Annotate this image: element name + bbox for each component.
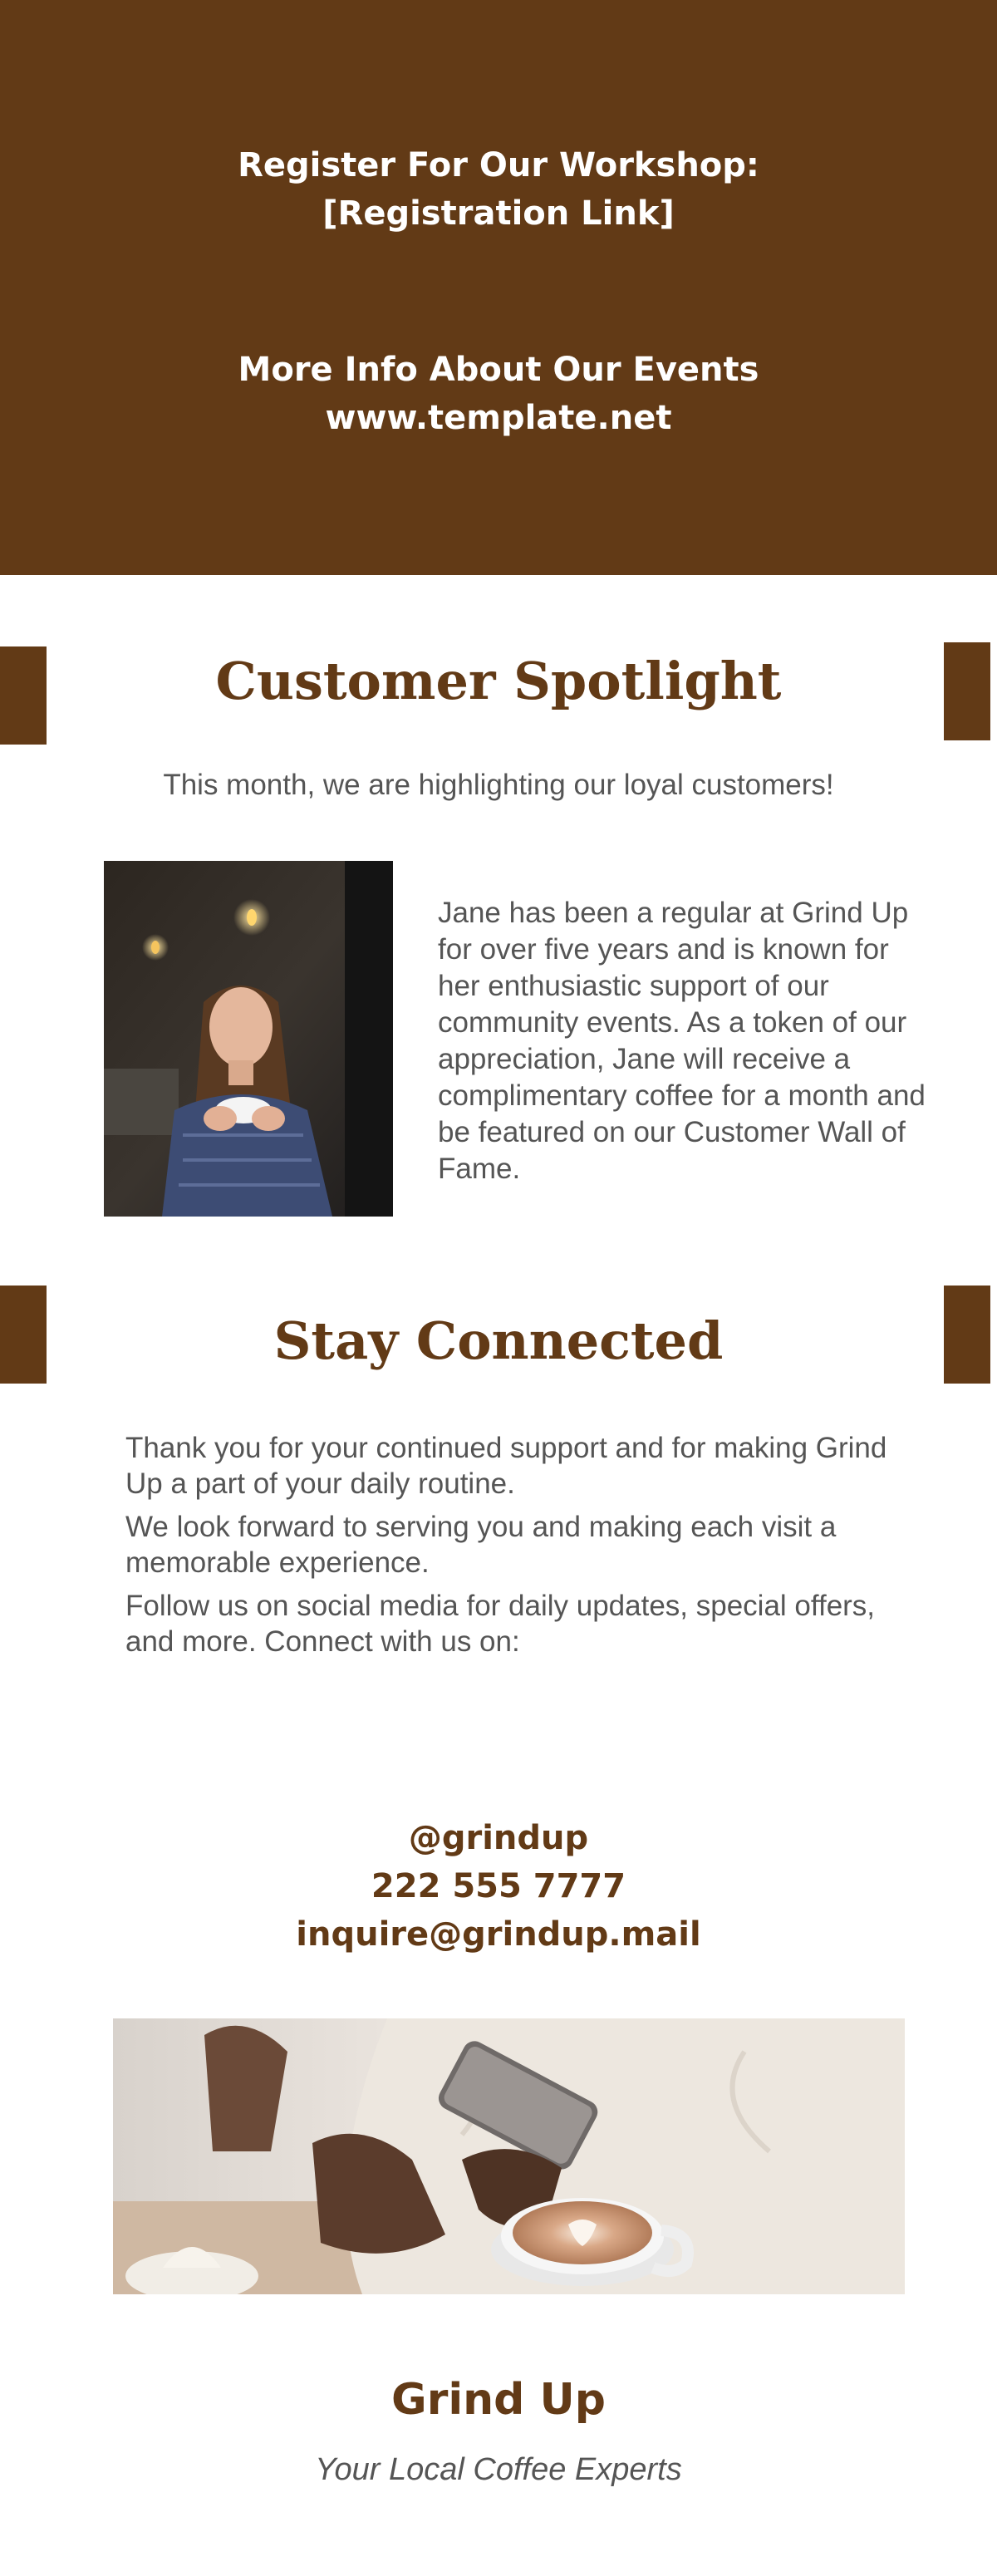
email-address[interactable]: inquire@grindup.mail (296, 1915, 701, 1954)
customer-photo (104, 861, 393, 1217)
phone-number[interactable]: 222 555 7777 (371, 1867, 626, 1905)
connect-paragraph: Thank you for your continued support and for making Grind Up a part of your daily routine. (125, 1432, 887, 1500)
workshop-heading: Register For Our Workshop: (238, 146, 759, 184)
brand-name: Grind Up (391, 2375, 606, 2425)
coffee-phone-photo (113, 2018, 905, 2294)
events-info (0, 346, 997, 442)
workshop-registration (0, 141, 997, 238)
connect-paragraph: Follow us on social media for daily updates, special offers, and more. Connect with us on: (125, 1590, 876, 1658)
registration-link[interactable]: [Registration Link] (322, 194, 675, 233)
contact-info (0, 1814, 997, 1959)
brand-tagline: Your Local Coffee Experts (315, 2452, 682, 2487)
header-banner (0, 0, 997, 575)
stay-connected-title: Stay Connected (273, 1310, 724, 1371)
spotlight-intro: This month, we are highlighting our loyal customers! (163, 769, 834, 801)
events-website-link[interactable]: www.template.net (325, 399, 672, 437)
events-heading: More Info About Our Events (238, 351, 759, 389)
connect-paragraph: We look forward to serving you and making each visit a memorable experience. (125, 1511, 837, 1579)
social-handle[interactable]: @grindup (408, 1819, 589, 1857)
customer-spotlight-title: Customer Spotlight (215, 651, 782, 711)
stay-connected-body (125, 1430, 923, 1667)
spotlight-description: Jane has been a regular at Grind Up for over five years and is known for her enthusiastic support of our community events. As a token of our appreciation, Jane will receive a complimentary coffee for a month and be featured on our Customer Wall of Fame. (438, 897, 926, 1185)
